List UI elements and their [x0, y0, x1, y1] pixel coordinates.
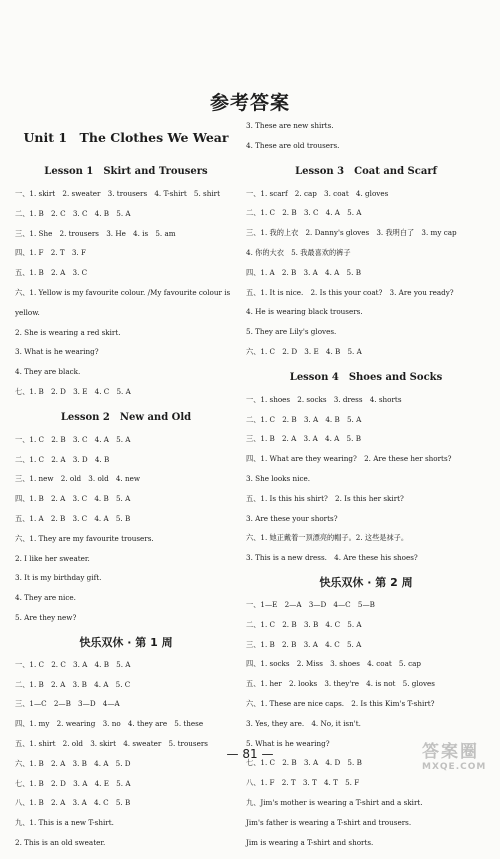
answer-line: 六、1. These are nice caps. 2. Is this Kim's T-shirt? [246, 698, 435, 708]
answer-line: 八、1. F 2. T 3. T 4. T 5. F [246, 778, 360, 788]
answer-line: 二、1. C 2. B 3. C 4. A 5. A [246, 208, 362, 218]
answer-line: 一、1. shoes 2. socks 3. dress 4. shorts [246, 394, 402, 404]
answer-line: 四、1. B 2. A 3. C 4. B 5. A [15, 494, 131, 504]
answer-line: 六、1. C 2. D 3. E 4. B 5. A [246, 346, 362, 356]
answer-line: 4. These are old trousers. [246, 140, 340, 150]
answer-line: 三、1—C 2—B 3—D 4—A [15, 699, 120, 709]
left-sections [15, 162, 237, 847]
answer-line: 3. Yes, they are. 4. No, it isn't. [246, 718, 361, 728]
answer-line: 5. They are Lily's gloves. [246, 327, 337, 337]
answer-line: 二、1. B 2. C 3. C 4. B 5. A [15, 208, 131, 218]
answer-line: 六、1. 她正戴着一顶漂亮的帽子。2. 这些是袜子。 [246, 533, 409, 543]
answer-section [246, 368, 486, 562]
page-title: 参考答案 [209, 92, 290, 114]
answer-line: 4. They are black. [15, 367, 81, 377]
answer-section [246, 574, 486, 847]
answer-line: 四、1. socks 2. Miss 3. shoes 4. coat 5. cap [246, 659, 421, 669]
answer-line: yellow. [15, 307, 40, 317]
answer-line: 2. This is an old sweater. [15, 837, 106, 847]
answer-line: 四、1. What are they wearing? 2. Are these her shorts? [246, 454, 452, 464]
answer-line: 六、1. They are my favourite trousers. [15, 533, 154, 543]
answer-line: 三、1. B 2. B 3. A 4. C 5. A [246, 639, 362, 649]
answer-line: 二、1. C 2. B 3. A 4. B 5. A [246, 414, 362, 424]
answer-line: 七、1. B 2. D 3. A 4. E 5. A [15, 778, 131, 788]
answer-line: 5. What is he wearing? [246, 738, 330, 748]
unit-title: Unit 1 The Clothes We Wear [23, 130, 229, 145]
lesson-heading: Lesson 3 Coat and Scarf [295, 165, 437, 177]
answer-line: 八、1. B 2. A 3. A 4. C 5. B [15, 798, 131, 808]
weekly-heading: 快乐双休 · 第 2 周 [319, 575, 413, 589]
answer-line: 七、1. C 2. B 3. A 4. D 5. B [246, 758, 362, 768]
answer-line: 3. This is a new dress. 4. Are these his shoes? [246, 553, 418, 563]
answer-line: 五、1. B 2. A 3. C [15, 268, 88, 278]
answer-section [246, 122, 486, 150]
answer-line: 4. 你的大衣 5. 我最喜欢的裤子 [246, 247, 351, 257]
answer-line: 三、1. She 2. trousers 3. He 4. is 5. am [15, 228, 176, 238]
answer-line: 4. They are nice. [15, 593, 76, 603]
answer-line: 一、1—E 2—A 3—D 4—C 5—B [246, 599, 375, 609]
answer-line: Jim is wearing a T-shirt and shorts. [246, 837, 374, 847]
answer-line: 四、1. F 2. T 3. F [15, 248, 86, 258]
answer-line: 3. She looks nice. [246, 473, 311, 483]
answer-line: 一、1. skirt 2. sweater 3. trousers 4. T-shirt 5. shirt [15, 189, 220, 198]
weekly-heading: 快乐双休 · 第 1 周 [79, 635, 173, 649]
lesson-heading: Lesson 2 New and Old [60, 411, 192, 423]
answer-line: 六、1. Yellow is my favourite colour. /My favourite colour is [15, 287, 231, 297]
answer-line: 4. He is wearing black trousers. [246, 307, 363, 317]
answer-section [246, 162, 486, 356]
answer-line: 五、1. It is nice. 2. Is this your coat? 3. Are you ready? [246, 287, 454, 297]
answer-line: 九、1. This is a new T-shirt. [15, 818, 114, 828]
watermark-bottom: MXQE.COM [422, 762, 487, 772]
answer-line: 2. She is wearing a red skirt. [15, 327, 121, 337]
answer-line: 九、Jim's mother is wearing a T-shirt and a skirt. [246, 797, 423, 807]
answer-line: 二、1. C 2. B 3. B 4. C 5. A [246, 619, 362, 629]
answer-line: 二、1. B 2. A 3. B 4. A 5. C [15, 679, 131, 689]
answer-line: 四、1. A 2. B 3. A 4. A 5. B [246, 267, 361, 277]
answer-section [15, 634, 237, 847]
watermark-top: 答案圈 [422, 742, 479, 762]
answer-line: 5. Are they new? [15, 612, 77, 622]
answer-line: 3. These are new shirts. [246, 121, 334, 130]
answer-line: 五、1. her 2. looks 3. they're 4. is not 5. gloves [246, 679, 435, 689]
answer-line: 七、1. B 2. D 3. E 4. C 5. A [15, 386, 131, 396]
page-number: — 81 — [226, 747, 274, 761]
answer-line: 五、1. shirt 2. old 3. skirt 4. sweater 5. trousers [15, 738, 208, 748]
answer-line: 五、1. A 2. B 3. C 4. A 5. B [15, 513, 131, 523]
answer-line: 五、1. Is this his shirt? 2. Is this her skirt? [246, 493, 404, 503]
answer-line: 一、1. C 2. B 3. C 4. A 5. A [15, 434, 131, 444]
watermark-logo [422, 737, 492, 773]
answer-line: 3. It is my birthday gift. [15, 573, 102, 583]
answer-line: 一、1. C 2. C 3. A 4. B 5. A [15, 659, 131, 669]
answer-line: 三、1. B 2. A 3. A 4. A 5. B [246, 434, 361, 444]
lesson-heading: Lesson 4 Shoes and Socks [289, 371, 443, 383]
answer-line: 一、1. scarf 2. cap 3. coat 4. gloves [246, 188, 389, 198]
answer-line: 四、1. my 2. wearing 3. no 4. they are 5. these [15, 719, 204, 729]
answer-line: 六、1. B 2. A 3. B 4. A 5. D [15, 758, 131, 768]
answer-line: 3. What is he wearing? [15, 347, 99, 357]
answer-section [15, 162, 237, 396]
answer-line: 2. I like her sweater. [15, 553, 90, 563]
answer-line: Jim's father is wearing a T-shirt and trousers. [246, 817, 412, 827]
lesson-heading: Lesson 1 Skirt and Trousers [44, 166, 208, 177]
answer-line: 3. Are these your shorts? [246, 513, 338, 523]
answer-line: 三、1. 我的上衣 2. Danny's gloves 3. 我明白了 3. my cap [246, 228, 457, 238]
answer-line: 三、1. new 2. old 3. old 4. new [15, 474, 141, 484]
answer-line: 二、1. C 2. A 3. D 4. B [15, 454, 110, 464]
answer-section [15, 408, 237, 622]
